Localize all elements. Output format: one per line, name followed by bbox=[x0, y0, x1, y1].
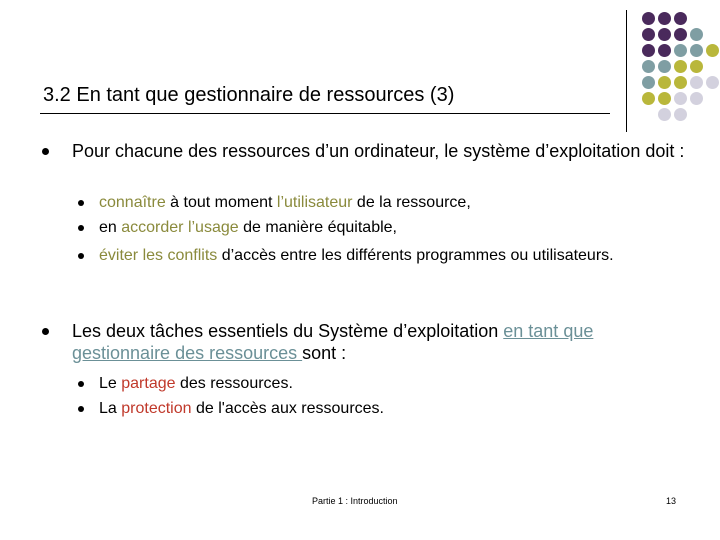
sub-1-post: de la ressource, bbox=[352, 194, 471, 211]
sub-bullet-icon bbox=[78, 406, 84, 412]
sub-bullet-icon bbox=[78, 225, 84, 231]
sub-1-accent: connaître bbox=[99, 194, 166, 211]
slide-title: 3.2 En tant que gestionnaire de ressources (3) bbox=[43, 84, 455, 106]
bullet-2-post: sont : bbox=[302, 343, 347, 363]
bullet-dot-icon bbox=[42, 148, 49, 155]
sub-3-mid: d’accès entre les différents programmes ou utilisateurs. bbox=[217, 247, 614, 264]
sub-5-pre: La bbox=[99, 400, 122, 417]
title-rule bbox=[40, 113, 610, 114]
sub-5-red: protection bbox=[121, 400, 192, 417]
sub-2-accent: accorder l’usage bbox=[121, 219, 239, 236]
sub-bullet-icon bbox=[78, 200, 84, 206]
sub-2-mid: de manière équitable, bbox=[238, 219, 397, 236]
sub-4-post: des ressources. bbox=[175, 375, 293, 392]
sub-bullet-icon bbox=[78, 381, 84, 387]
decorative-dot-grid bbox=[640, 10, 720, 125]
sub-5-post: de l'accès aux ressources. bbox=[191, 400, 384, 417]
page-number: 13 bbox=[666, 496, 677, 506]
bullet-2-link[interactable]: en tant que gestionnaire des ressources bbox=[72, 321, 594, 363]
sub-2-pre: en bbox=[99, 219, 122, 236]
sub-4-pre: Le bbox=[99, 375, 122, 392]
sub-1-accent2: l’utilisateur bbox=[276, 194, 353, 211]
sub-bullet-icon bbox=[78, 253, 84, 259]
bullet-dot-icon bbox=[42, 328, 49, 335]
sub-1-mid: à tout moment bbox=[165, 194, 277, 211]
bullet-1-text: Pour chacune des ressources d’un ordinateur, le système d’exploitation doit : bbox=[72, 141, 685, 161]
bullet-2-pre: Les deux tâches essentiels du Système d’exploitation bbox=[72, 321, 504, 341]
sub-3-accent: éviter les conflits bbox=[99, 247, 218, 264]
title-vertical-rule bbox=[626, 10, 627, 132]
footer-label: Partie 1 : Introduction bbox=[312, 496, 398, 506]
sub-4-red: partage bbox=[121, 375, 176, 392]
